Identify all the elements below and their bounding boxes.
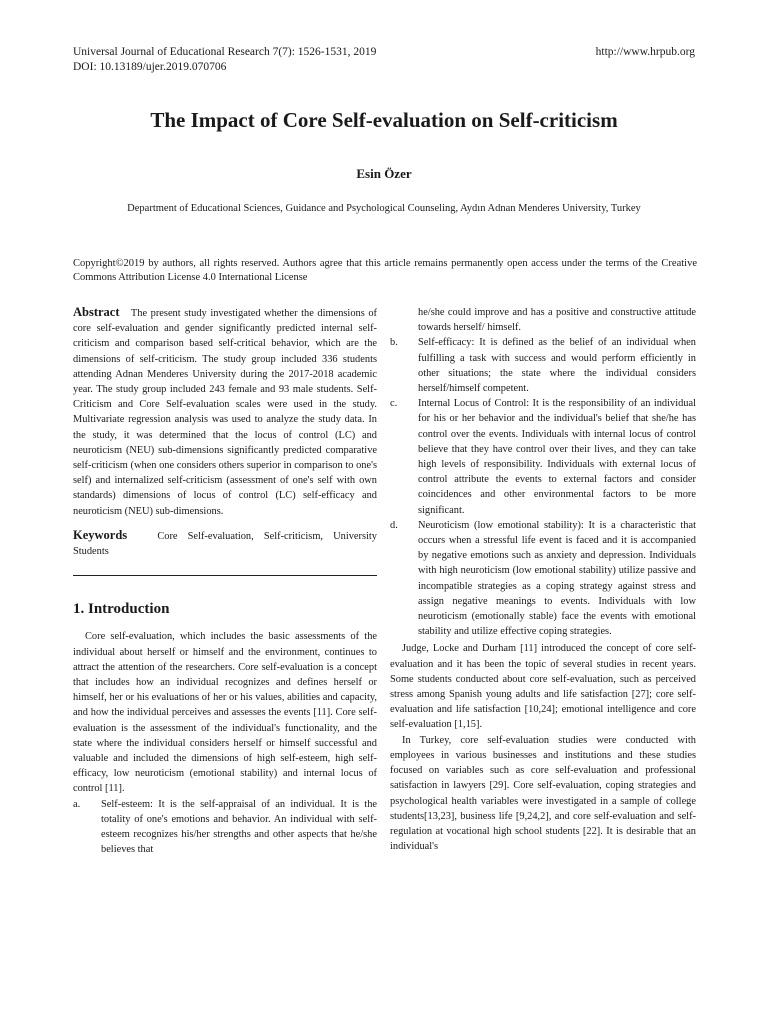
doi: DOI: 10.13189/ujer.2019.070706 xyxy=(73,61,227,73)
left-column xyxy=(73,305,377,858)
dimension-list xyxy=(73,797,377,858)
intro-paragraph-2: Judge, Locke and Durham [11] introduced the concept of core self-evaluation and it has been the topic of several studies in recent years. Some students conducted about core self-evaluation, such as perceived stress among Spanish young adults and life satisfaction [27]; core self-evaluation and life satisfaction [10,24]; emotional intelligence and core self-evaluation [1,15]. xyxy=(390,643,696,731)
right-column xyxy=(390,305,696,854)
intro-paragraph-3: In Turkey, core self-evaluation studies were conducted with employees in various businesses and institutions and these studies focused on variables such as core self-evaluation and professional satisfaction in lawyers [29]. Core self-evaluation, coping strategies and psychological health variables were investigated in a sample of college students[13,23], business life [9,24,2], and core self-evaluation and self-regulation at vocational high school students [22]. It is desirable that an individual's xyxy=(390,734,696,853)
journal-url[interactable]: http://www.hrpub.org xyxy=(595,46,695,58)
author-affiliation: Department of Educational Sciences, Guidance and Psychological Counseling, Aydın Adnan Menderes University, Turkey xyxy=(127,203,641,214)
list-item-a-continued: he/she could improve and has a positive and constructive attitude towards herself/ himself. xyxy=(418,307,696,334)
list-item-b xyxy=(390,335,696,396)
list-item-text: Internal Locus of Control: It is the responsibility of an individual for his or her behavior and the individual's belief that she/he has control over the events. Individuals with internal locus of control believe that they have control over their lives, and they can take high levels of responsibility. Individuals with external locus of control attribute the events to external factors and consider coincidences and other environmental factors to be more significant. xyxy=(418,398,696,516)
section-divider xyxy=(73,575,377,576)
list-item-a xyxy=(73,797,377,858)
list-marker: d. xyxy=(390,519,398,531)
intro-paragraph: Core self-evaluation, which includes the basic assessments of the individual about herself or himself and the environment, continues to attract the attention of the researchers. Core self-evaluation is a concept that includes how an individual recognizes and defines herself or himself, her or his evaluations of her or his values, abilities and capacity, and how the individual perceives and assesses the events [11]. Core self-evaluation is the assessment of the individual's functionality, and the state where the individual considers herself or himself successful and valuable and included the dimensions of high self-esteem, high self-efficacy, low neuroticism (emotional stability) and internal locus of control [11]. xyxy=(73,631,377,795)
list-marker: c. xyxy=(390,398,398,410)
list-item-d xyxy=(390,518,696,640)
abstract xyxy=(73,305,377,519)
copyright-notice: Copyright©2019 by authors, all rights reserved. Authors agree that this article remains permanently open access under the terms of the Creative Commons Attribution License 4.0 International License xyxy=(73,258,697,283)
journal-header xyxy=(73,45,376,75)
keywords-text: Core Self-evaluation, Self-criticism, University Students xyxy=(73,530,377,558)
list-item-text: Self-efficacy: It is defined as the belief of an individual when fulfilling a task with success and would perform efficiently in other situations; the state where the individual considers herself/himself competent. xyxy=(418,337,696,395)
journal-citation: Universal Journal of Educational Research 7(7): 1526-1531, 2019 xyxy=(73,46,377,58)
list-item-text: Self-esteem: It is the self-appraisal of an individual. It is the totality of one's emotions and behavior. An individual with self-esteem recognizes his/her strengths and other aspects that he/she believes that xyxy=(101,798,377,856)
dimension-list-continued xyxy=(390,335,696,639)
keywords-label: Keywords xyxy=(73,527,128,542)
list-marker: b. xyxy=(390,337,398,349)
author-name: Esin Özer xyxy=(356,166,412,181)
list-marker: a. xyxy=(73,798,81,810)
list-item-text: Neuroticism (low emotional stability): It is a characteristic that occurs when a stressful life event is faced and it is accompanied by negative emotions such as anxiety and depression. Individuals with high neuroticism (low emotional stability) utilize passive and incompatible strategies as a coping strategy against stress and assign negative meanings to events. Individuals with low neuroticism (emotionally stable) face the events with emotional stability and utilize effective coping strategies. xyxy=(418,519,696,638)
abstract-text: The present study investigated whether the dimensions of core self-evaluation and gender significantly predicted internal self-criticism and comparison based self-critical behavior, which are the dimensions of self-criticism. The study group included 336 students attending Adnan Menderes University during the 2017-2018 academic year. The study group included 243 female and 93 male students. Self-Criticism and Core Self-evaluation scales were used in the study. Multivariate regression analysis was used to analyze the study data. In the study, it was determined that the locus of control (LC) and neuroticism (NEU) sub-dimensions significantly predicted comparative self-criticism (when one considers others superior in comparison to one's self) and internalized self-criticism (assessment of one's self with own standards) dimensions of locus of control (LC) self-efficacy and neuroticism (NEU) sub-dimensions. xyxy=(73,308,377,517)
paper-title: The Impact of Core Self-evaluation on Self-criticism xyxy=(150,108,618,132)
keywords xyxy=(73,528,377,559)
introduction-heading: 1. Introduction xyxy=(73,601,170,618)
abstract-label: Abstract xyxy=(73,305,120,319)
list-item-c xyxy=(390,396,696,518)
